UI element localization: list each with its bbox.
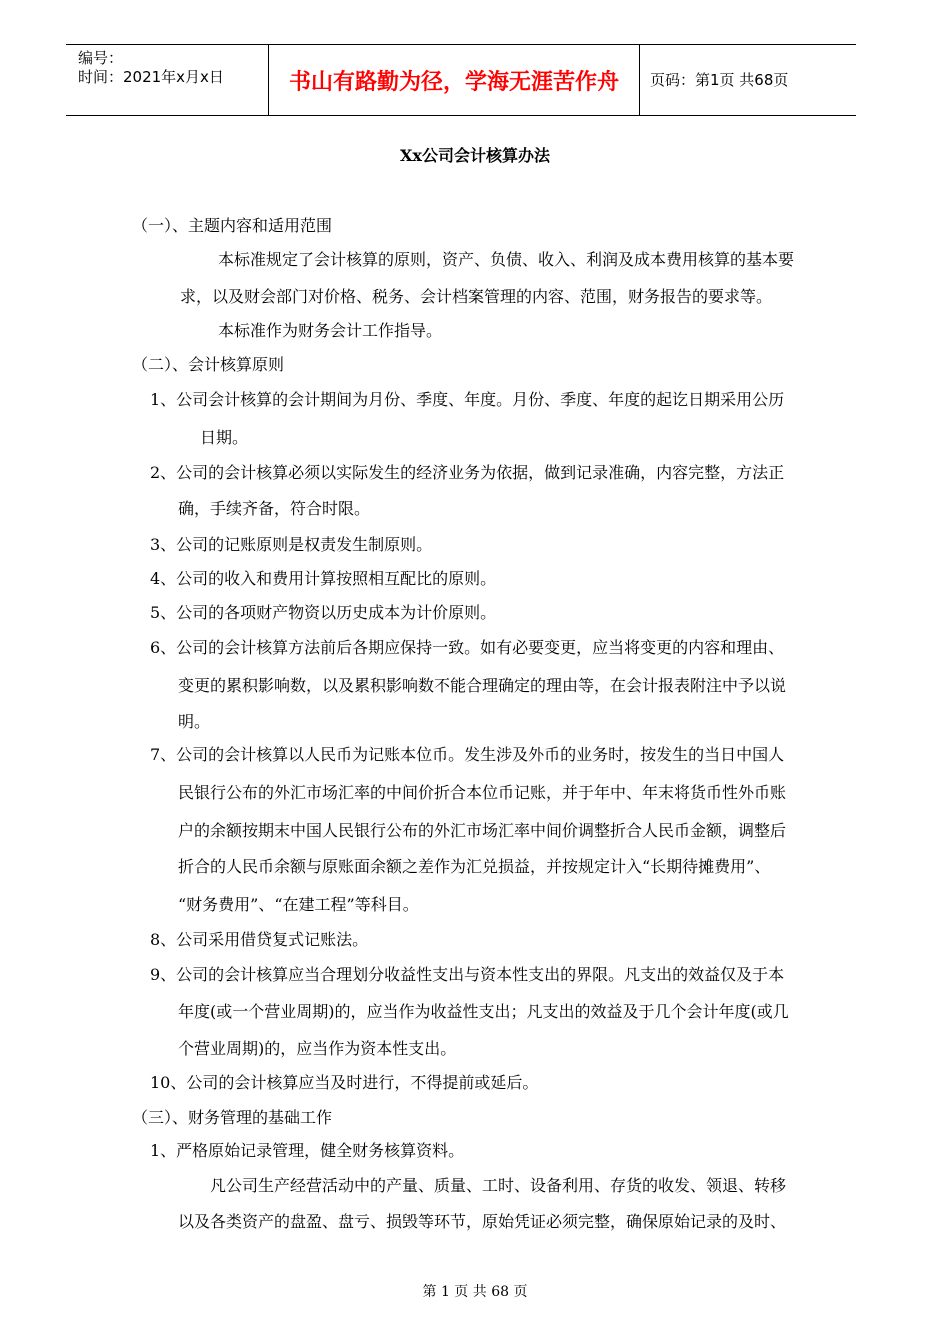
- list-item: 7、公司的会计核算以人民币为记账本位币。发生涉及外币的业务时，按发生的当日中国人: [150, 745, 785, 764]
- list-item-continuation: 折合的人民币余额与原账面余额之差作为汇兑损益，并按规定计入“长期待摊费用”、: [178, 857, 771, 876]
- header-meta-cell: [66, 45, 269, 115]
- list-item-continuation: 年度(或一个营业周期)的，应当作为收益性支出；凡支出的效益及于几个会计年度(或几: [178, 1002, 789, 1021]
- list-item-continuation: 确，手续齐备，符合时限。: [178, 499, 371, 518]
- body-line: 求，以及财会部门对价格、税务、会计档案管理的内容、范围，财务报告的要求等。: [180, 287, 773, 306]
- list-item: 8、公司采用借贷复式记账法。: [150, 930, 369, 949]
- list-item: 1、严格原始记录管理，健全财务核算资料。: [150, 1141, 465, 1160]
- list-item-continuation: 个营业周期)的，应当作为资本性支出。: [178, 1039, 457, 1058]
- list-item: 9、公司的会计核算应当合理划分收益性支出与资本性支出的界限。凡支出的效益仅及于本: [150, 965, 785, 984]
- body-line: 本标准规定了会计核算的原则，资产、负债、收入、利润及成本费用核算的基本要: [218, 250, 795, 269]
- list-item-continuation: 日期。: [200, 428, 249, 447]
- body-line: 本标准作为财务会计工作指导。: [218, 321, 443, 340]
- header-slogan: 书山有路勤为径，学海无涯苦作舟: [269, 45, 640, 115]
- body-line: 凡公司生产经营活动中的产量、质量、工时、设备利用、存货的收发、领退、转移: [210, 1176, 787, 1195]
- list-item-continuation: 变更的累积影响数，以及累积影响数不能合理确定的理由等，在会计报表附注中予以说: [178, 676, 787, 695]
- list-item: 10、公司的会计核算应当及时进行，不得提前或延后。: [150, 1073, 539, 1092]
- section-heading: （三）、财务管理的基础工作: [132, 1108, 333, 1127]
- list-item-continuation: “财务费用”、“在建工程”等科目。: [178, 895, 419, 914]
- header-page-label: 页码：第1页 共68页: [650, 71, 789, 89]
- serial-label: 编号：: [78, 49, 124, 67]
- list-item: 6、公司的会计核算方法前后各期应保持一致。如有必要变更，应当将变更的内容和理由、: [150, 638, 785, 657]
- list-item-continuation: 户的余额按期末中国人民银行公布的外汇市场汇率中间价调整折合人民币金额，调整后: [178, 821, 787, 840]
- list-item: 5、公司的各项财产物资以历史成本为计价原则。: [150, 603, 497, 622]
- document-header: [66, 44, 856, 116]
- list-item: 2、公司的会计核算必须以实际发生的经济业务为依据，做到记录准确，内容完整，方法正: [150, 463, 785, 482]
- list-item: 1、公司会计核算的会计期间为月份、季度、年度。月份、季度、年度的起讫日期采用公历: [150, 390, 785, 409]
- page-footer: 第 1 页 共 68 页: [422, 1284, 528, 1300]
- section-heading: （一）、主题内容和适用范围: [132, 216, 333, 235]
- list-item-continuation: 明。: [178, 712, 211, 731]
- list-item-continuation: 民银行公布的外汇市场汇率的中间价折合本位币记账，并于年中、年末将货币性外币账: [178, 783, 787, 802]
- document-title: Xx公司会计核算办法: [400, 146, 550, 165]
- section-heading: （二）、会计核算原则: [132, 355, 285, 374]
- list-item: 4、公司的收入和费用计算按照相互配比的原则。: [150, 569, 497, 588]
- list-item: 3、公司的记账原则是权责发生制原则。: [150, 535, 433, 554]
- time-label: 时间：2021年x月x日: [78, 68, 224, 86]
- body-line: 以及各类资产的盘盈、盘亏、损毁等环节，原始凭证必须完整，确保原始记录的及时、: [178, 1212, 787, 1231]
